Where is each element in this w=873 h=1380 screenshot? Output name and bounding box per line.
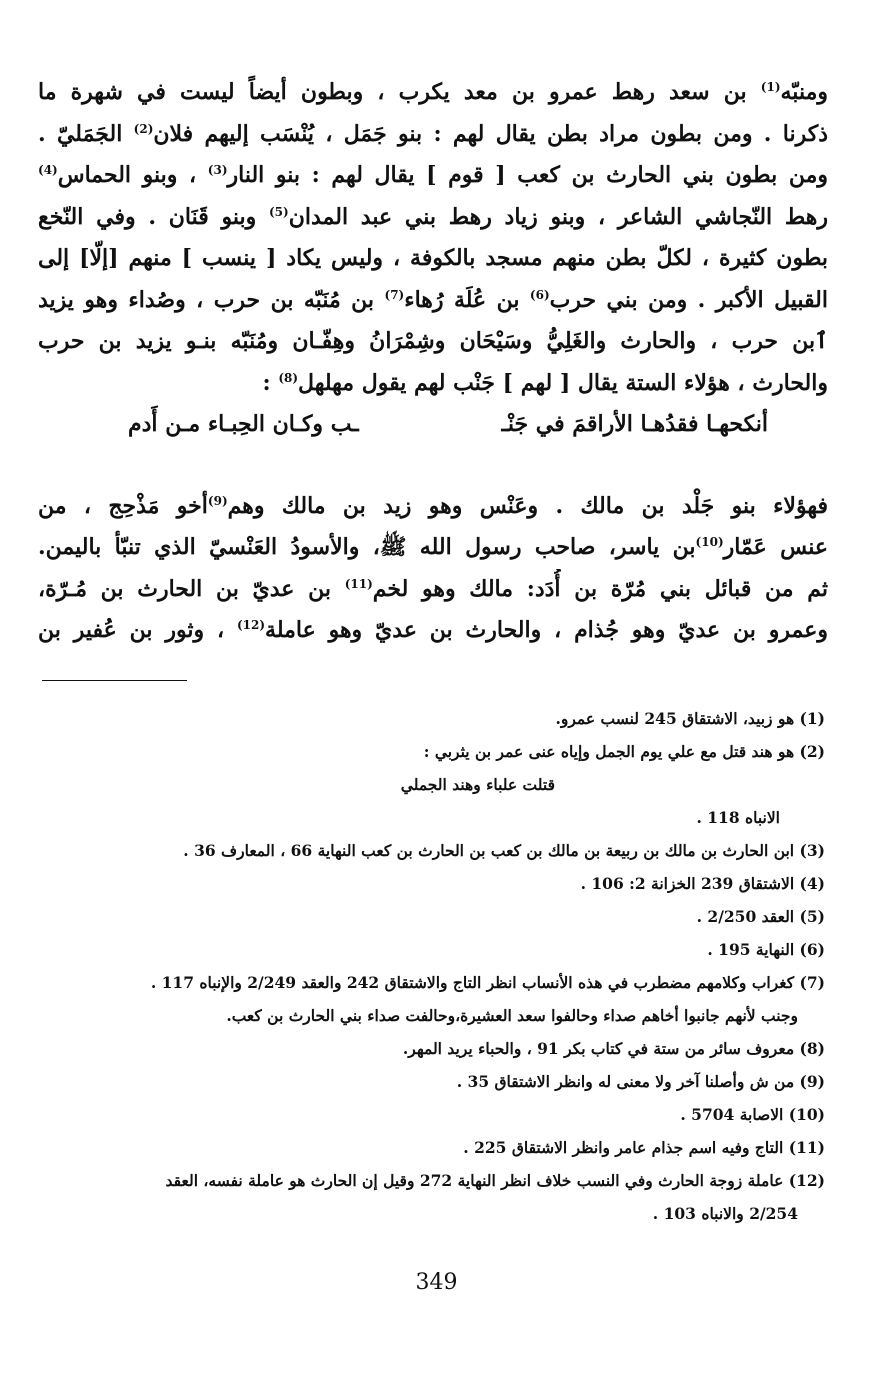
footnote: (12) عاملة زوجة الحارث وفي النسب خلاف انظر النهاية 272 وقيل إن الحارث هو عاملة نفسه، العقد xyxy=(165,1171,825,1190)
footnote-separator xyxy=(42,680,187,681)
text-line: بطون كثيرة ، لكلّ بطن منهم مسجد بالكوفة ، وليس يكاد [ ينسب ] منهم [إلّا] إلى xyxy=(38,245,828,271)
text-line: ومنبّه$^{(1)}$ بن سعد رهط عمرو بن معد يكرب ، وبطون أيضاً ليست في شهرة ما xyxy=(38,79,828,105)
footnote: (9) من ش وأصلنا آخر ولا معنى له وانظر الاشتقاق 35 . xyxy=(456,1072,825,1091)
footnote: الانباه 118 . xyxy=(696,808,780,827)
spacer xyxy=(38,446,828,486)
footnote: (10) الاصابة 5704 . xyxy=(680,1105,825,1124)
footnotes xyxy=(35,702,825,1230)
text-line: ثم من قبائل بني مُرّة بن أُدَد: مالك وهو لخم$^{(11)}$ بن عديّ بن الحارث بن مُـرّة، xyxy=(38,575,828,602)
footnote-verse: قتلت علباء وهند الجملي xyxy=(400,775,555,794)
footnote: (3) ابن الحارث بن مالك بن ربيعة بن مالك بن كعب بن الحارث بن كعب النهاية 66 ، المعارف 36 . xyxy=(183,841,825,860)
footnote: 2/254 والانباه 103 . xyxy=(652,1204,798,1223)
text-line: ٱبن حرب ، والحارث والغَلِيُّ وسَيْحَان وشِمْرَانُ وهِفّـان ومُنَبّه بنـو يزيد بن حرب xyxy=(38,328,828,354)
text-line: فهؤلاء بنو جَلْد بن مالك . وعَنْس وهو زيد بن مالك وهم$^{(9)}$أخو مَذْحِج ، من xyxy=(38,492,828,519)
text-line: وعمرو بن عديّ وهو جُذام ، والحارث بن عديّ وهو عاملة$^{(12)}$ ، وثور بن عُفير بن xyxy=(38,617,828,643)
footnote: (4) الاشتقاق 239 الخزانة 2: 106 . xyxy=(580,874,825,893)
text-line: رهط النّجاشي الشاعر ، وبنو زياد رهط بني عبد المدان$^{(5)}$ وبنو قَنَان . وفي النّخع xyxy=(38,203,828,230)
page-number: 349 xyxy=(415,1270,458,1295)
footnote: (11) التاج وفيه اسم جذام عامر وانظر الاشتقاق 225 . xyxy=(463,1138,825,1157)
footnote: (1) هو زبيد، الاشتقاق 245 لنسب عمرو. xyxy=(555,709,825,728)
text-line: ومن بطون بني الحارث بن كعب [ قوم ] يقال لهم : بنو النار$^{(3)}$ ، وبنو الحماس$^{(4)}$ xyxy=(38,162,828,188)
footnote: (5) العقد 2/250 . xyxy=(696,907,825,926)
poetry-verse xyxy=(38,404,828,446)
footnote: (7) كغراب وكلامهم مضطرب في هذه الأنساب انظر التاج والاشتقاق 242 والعقد 2/249 والإنباه 117 . xyxy=(150,973,825,992)
footnote: وجنب لأنهم جانبوا أخاهم صداء وحالفوا سعد العشيرة،وحالفت صداء بني الحارث بن كعب. xyxy=(226,1006,798,1025)
verse-first-hemistich: أنكحهـا فقدُهـا الأراقمَ في جَنْـ xyxy=(501,411,768,437)
footnote: (6) النهاية 195 . xyxy=(707,940,825,959)
text-line: ذكرنا . ومن بطون مراد بطن يقال لهم : بنو جَمَل ، يُنْسَب إليهم فلان$^{(2)}$ الجَمَليّ . xyxy=(38,120,828,147)
text-line: القبيل الأكبر . ومن بني حرب$^{(6)}$ بن عُلَة رُهاء$^{(7)}$ بن مُنَبّه بن حرب ، وصُداء وهو يزيد xyxy=(38,286,828,313)
footnote: (2) هو هند قتل مع علي يوم الجمل وإياه عنى عمر بن يثربي : xyxy=(423,742,825,761)
text-line: عنس عَمّار$^{(10)}$بن ياسر، صاحب رسول الله ﷺ، والأسودُ العَنْسيّ الذي تنبّأ باليمن. xyxy=(38,534,828,560)
verse-second-hemistich: ـب وكـان الحِبـاء مـن أَدم xyxy=(128,411,359,437)
text-line: والحارث ، هؤلاء الستة يقال [ لهم ] جَنْب لهم يقول مهلهل$^{(8)}$ : xyxy=(262,369,828,396)
main-text xyxy=(38,72,828,652)
footnote: (8) معروف سائر من ستة في كتاب بكر 91 ، والحباء يريد المهر. xyxy=(402,1039,825,1058)
